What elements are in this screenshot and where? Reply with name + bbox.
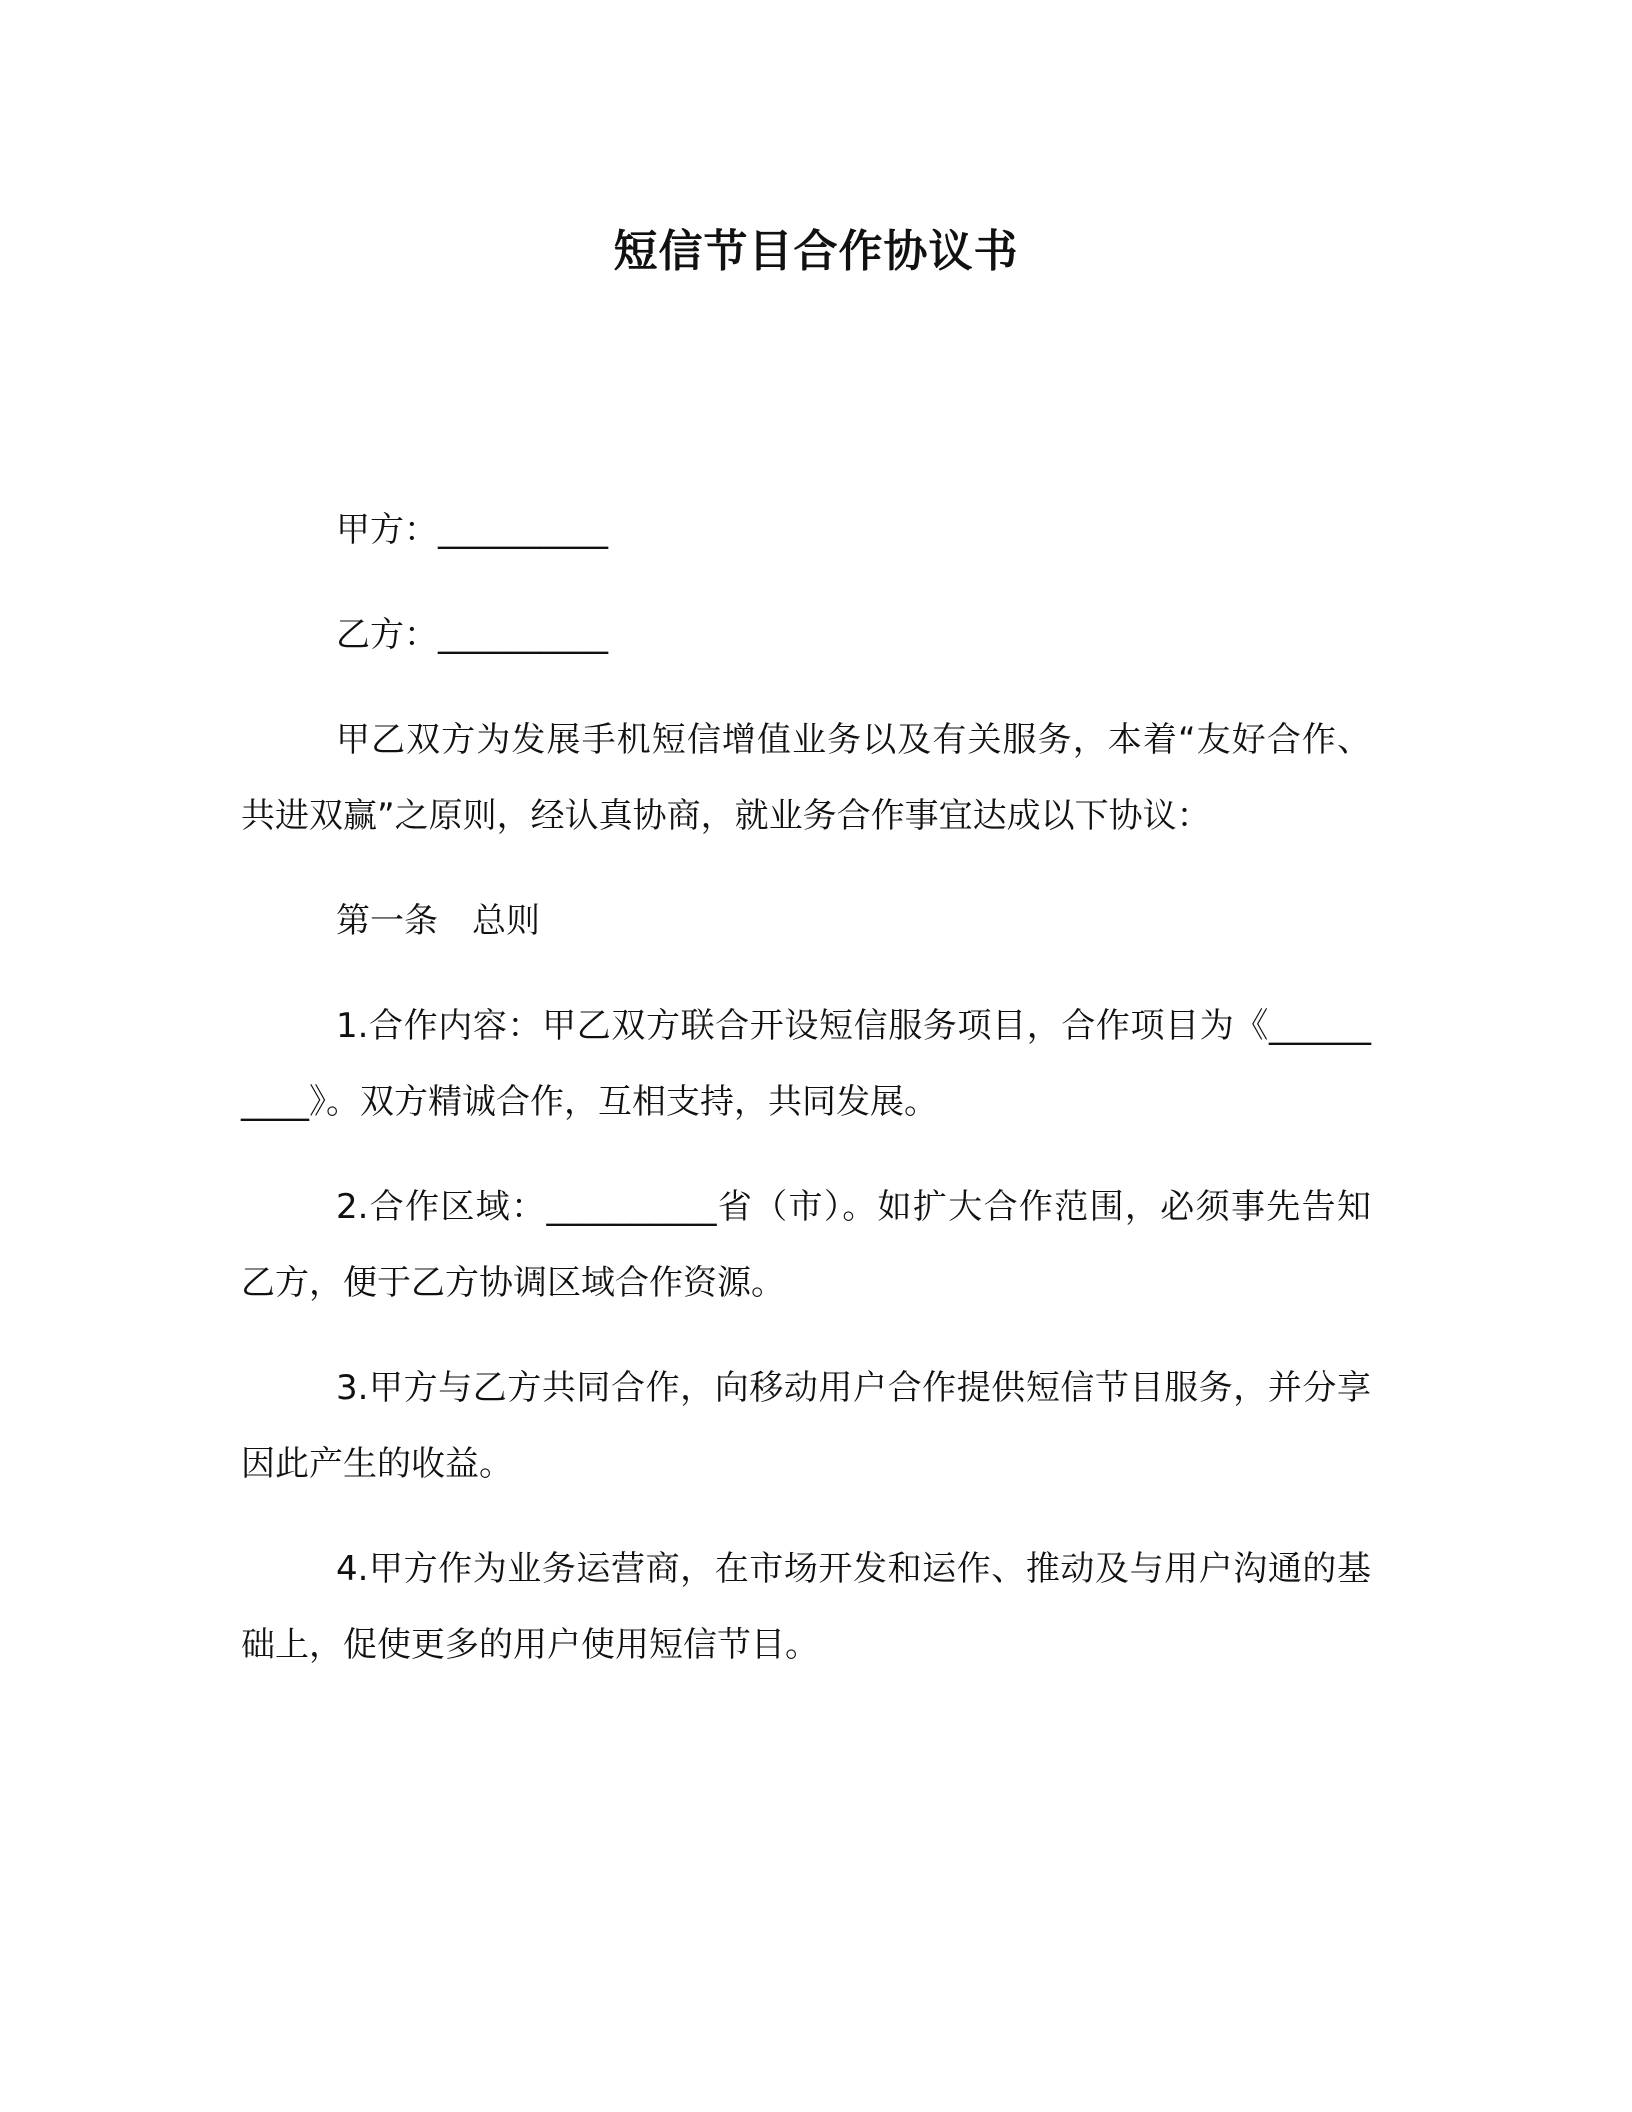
- document-title: 短信节目合作协议书: [613, 226, 1019, 277]
- clause-3: 3.甲方与乙方共同合作，向移动用户合作提供短信节目服务，并分享因此产生的收益。: [241, 1368, 1371, 1484]
- document-body: [241, 492, 1371, 1712]
- party-a-line: 甲方：__________: [336, 510, 608, 550]
- article-heading: 第一条 总则: [336, 901, 540, 941]
- party-b-line: 乙方：__________: [336, 615, 608, 655]
- clause-1: 1.合作内容：甲乙双方联合开设短信服务项目，合作项目为《__________》。双方精诚合作，互相支持，共同发展。: [241, 1006, 1371, 1122]
- preamble-paragraph: 甲乙双方为发展手机短信增值业务以及有关服务，本着“友好合作、共进双赢”之原则，经认真协商，就业务合作事宜达成以下协议：: [241, 720, 1371, 836]
- clause-2: 2.合作区域：__________省（市）。如扩大合作范围，必须事先告知乙方，便于乙方协调区域合作资源。: [241, 1187, 1371, 1303]
- clause-4: 4.甲方作为业务运营商，在市场开发和运作、推动及与用户沟通的基础上，促使更多的用户使用短信节目。: [241, 1549, 1371, 1665]
